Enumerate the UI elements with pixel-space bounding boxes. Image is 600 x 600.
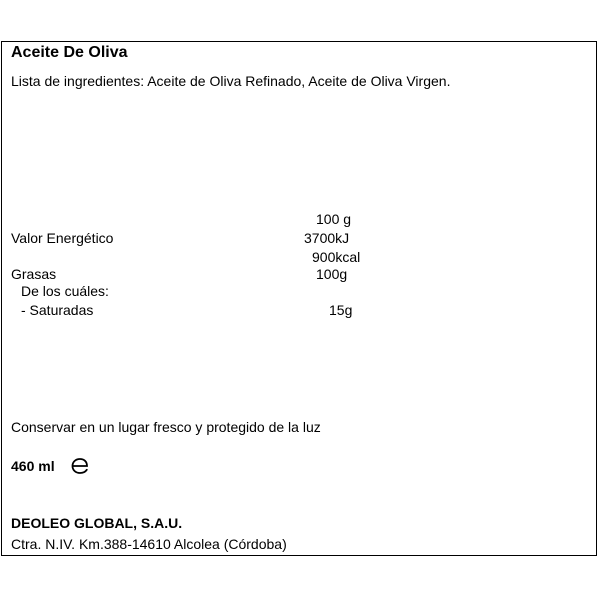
storage-instructions: Conservar en un lugar fresco y protegido de la luz	[11, 419, 321, 435]
e-mark-icon	[69, 457, 91, 475]
product-title: Aceite De Oliva	[11, 44, 128, 61]
nutrition-per-100g-header: 100 g	[316, 211, 352, 227]
of-which-label: De los cuáles:	[21, 283, 109, 299]
saturated-label: - Saturadas	[21, 302, 94, 318]
energy-kcal-value: 900kcal	[312, 249, 361, 265]
energy-label: Valor Energético	[11, 230, 114, 246]
net-quantity: 460 ml	[11, 458, 55, 474]
ingredients-list: Lista de ingredientes: Aceite de Oliva Refinado, Aceite de Oliva Virgen.	[11, 73, 451, 89]
company-address: Ctra. N.IV. Km.388-14610 Alcolea (Córdoba)	[11, 536, 287, 552]
fat-label: Grasas	[11, 266, 57, 282]
fat-value: 100g	[316, 266, 348, 282]
company-name: DEOLEO GLOBAL, S.A.U.	[11, 515, 183, 531]
saturated-value: 15g	[329, 302, 353, 318]
energy-kj-value: 3700kJ	[304, 230, 350, 246]
